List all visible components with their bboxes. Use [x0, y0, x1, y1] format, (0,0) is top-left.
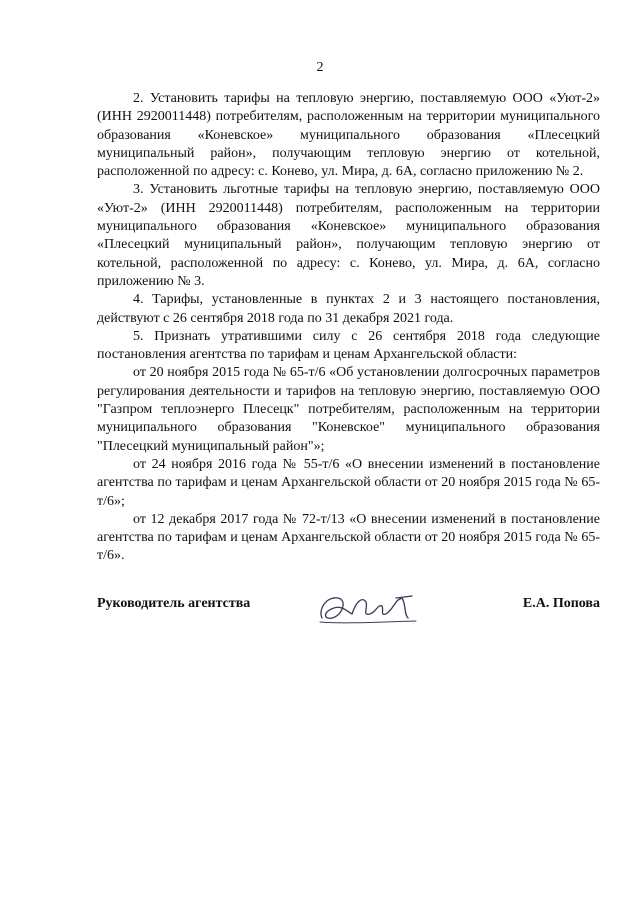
repealed-resolution-2: от 24 ноября 2016 года № 55-т/6 «О внесении изменений в постановление агентства по тарифам и ценам Архангельской области от 20 ноября 2015 года № 65-т/6»;	[97, 456, 600, 509]
page-number: 2	[316, 60, 324, 75]
handwritten-signature	[312, 588, 422, 628]
document-body	[97, 90, 600, 566]
paragraph-item-4: 4. Тарифы, установленные в пунктах 2 и 3 настоящего постановления, действуют с 26 сентября 2018 года по 31 декабря 2021 года.	[97, 292, 600, 326]
signer-name: Е.А. Попова	[522, 596, 600, 611]
paragraph-item-3: 3. Установить льготные тарифы на тепловую энергию, поставляемую ООО «Уют-2» (ИНН 2920011448) потребителям, расположенным на территории муниципального образования «Коневское» муниципального образования «Плесецкий муниципальный район», получающим тепловую энергию от котельной, расположенной по адресу: с. Конево, ул. Мира, д. 6А, согласно приложению № 3.	[97, 182, 600, 289]
repealed-resolution-3: от 12 декабря 2017 года № 72-т/13 «О внесении изменений в постановление агентства по тарифам и ценам Архангельской области от 20 ноября 2015 года № 65-т/6».	[97, 511, 600, 564]
signer-position: Руководитель агентства	[97, 596, 251, 611]
repealed-resolution-1: от 20 ноября 2015 года № 65-т/6 «Об установлении долгосрочных параметров регулирования деятельности и тарифов на тепловую энергию, поставляемую ООО "Газпром теплоэнерго Плесецк" потребителям, расположенным на территории муниципального образования "Коневское" муниципального образования "Плесецкий муниципальный район"»;	[97, 365, 600, 454]
signature-block	[97, 588, 600, 628]
paragraph-item-5: 5. Признать утратившими силу с 26 сентября 2018 года следующие постановления агентства по тарифам и ценам Архангельской области:	[97, 328, 600, 363]
paragraph-item-2: 2. Установить тарифы на тепловую энергию, поставляемую ООО «Уют-2» (ИНН 2920011448) потребителям, расположенным на территории муниципального образования «Коневское» муниципального образования «Плесецкий муниципальный район», получающим тепловую энергию от котельной, расположенной по адресу: с. Конево, ул. Мира, д. 6А, согласно приложению № 2.	[97, 91, 600, 180]
